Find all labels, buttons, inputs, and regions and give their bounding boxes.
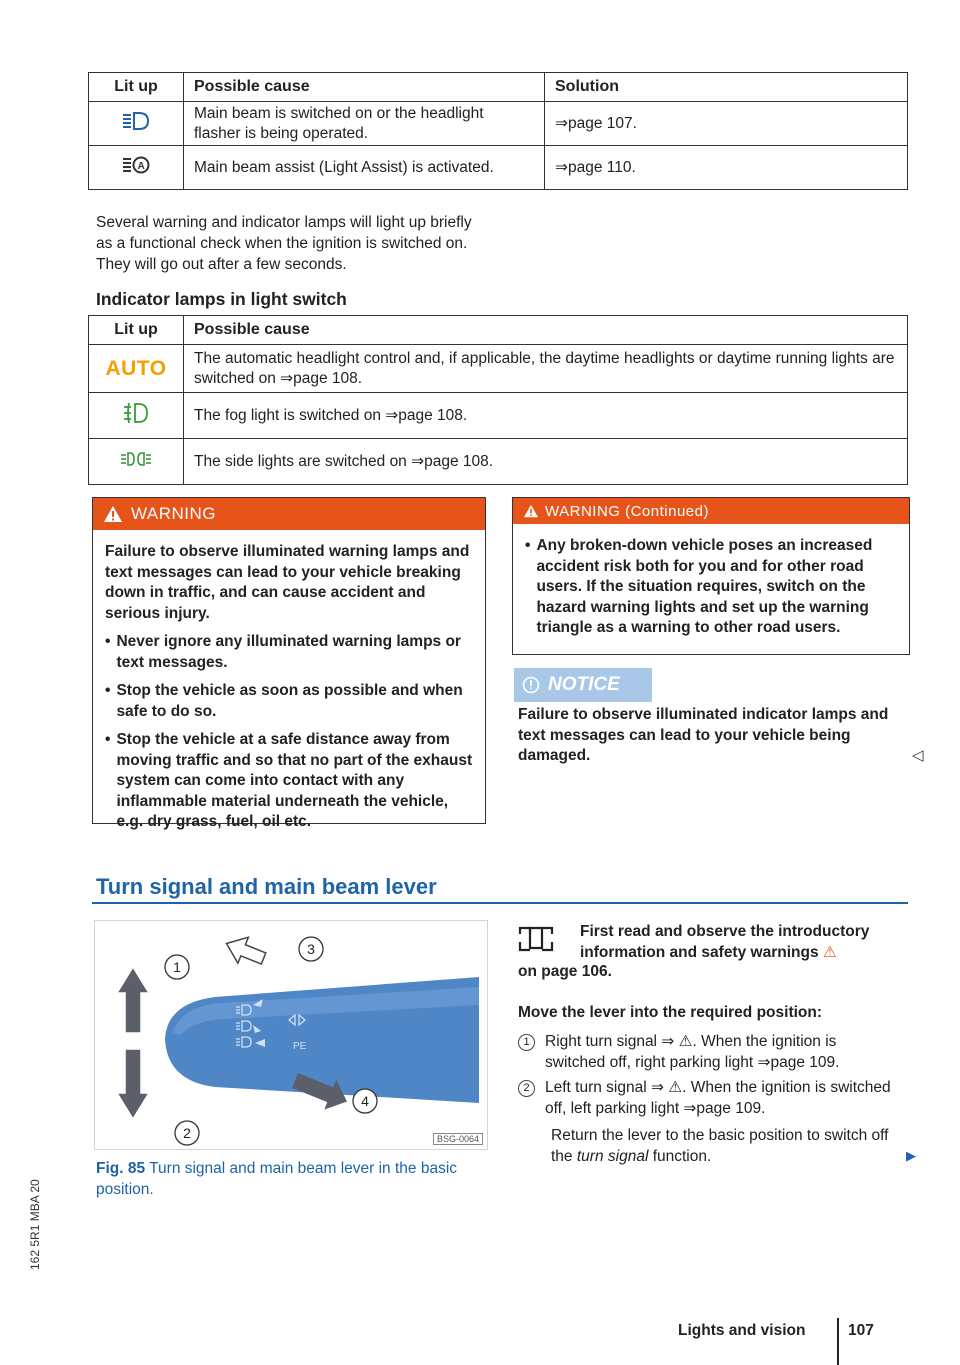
step-number: 1 <box>518 1034 535 1051</box>
warning-triangle-icon <box>523 504 539 518</box>
auto-label: AUTO <box>105 356 167 380</box>
figure-caption <box>96 1158 476 1200</box>
end-of-section-mark: ◁ <box>912 747 924 764</box>
notice-title: NOTICE <box>548 674 620 695</box>
auto-headlight-icon <box>89 345 184 393</box>
svg-text:4: 4 <box>361 1093 369 1109</box>
warning-intro: Failure to observe illuminated warning lamps and text messages can lead to your vehicle breaking down in traffic, and can cause accident and serious injury. <box>105 543 470 622</box>
arrow-up-icon <box>117 967 149 1033</box>
warning-title: WARNING (Continued) <box>545 502 709 520</box>
warning-title: WARNING <box>131 504 217 523</box>
return-lever-text: Return the lever to the basic position to switch off the turn signal function. <box>551 1127 889 1165</box>
lever-illustration <box>95 921 487 1149</box>
svg-text:1: 1 <box>173 959 181 975</box>
section-title: Turn signal and main beam lever <box>96 874 437 899</box>
instructions-heading: Move the lever into the required position: <box>518 1004 823 1021</box>
figure-caption-text: Turn signal and main beam lever in the basic position. <box>96 1160 458 1198</box>
footer-section: Lights and vision <box>678 1322 806 1339</box>
table-row <box>89 439 908 485</box>
lever-marking: PE <box>293 1041 307 1052</box>
light-assist-icon <box>89 146 184 190</box>
footer-page-number: 107 <box>848 1322 874 1339</box>
step-text: Right turn signal ⇒ ⚠. When the ignition is switched off, right parking light ⇒page 109. <box>545 1033 840 1071</box>
table-row <box>89 393 908 439</box>
side-lights-icon <box>89 439 184 485</box>
warning-triangle-icon: ⚠ <box>822 944 837 961</box>
warning-continued-box <box>512 497 910 655</box>
indicator-table-main <box>88 72 908 190</box>
warning-bullet: • Stop the vehicle as soon as possible and when safe to do so. <box>105 682 463 720</box>
warning-header <box>93 498 485 530</box>
fog-light-icon <box>89 393 184 439</box>
arrow-down-icon <box>117 1049 149 1119</box>
intro-box-page-ref: on page 106. <box>518 963 612 980</box>
notice-header <box>514 668 652 702</box>
svg-text:3: 3 <box>307 941 315 957</box>
book-icon <box>518 924 554 954</box>
solution-cell[interactable]: ⇒page 110. <box>545 146 908 190</box>
figure-label: Fig. 85 <box>96 1160 146 1177</box>
col-header-possible-cause: Possible cause <box>184 316 908 345</box>
warning-triangle-icon <box>103 505 123 523</box>
step-text: Left turn signal ⇒ ⚠. When the ignition is switched off, left parking light ⇒page 109. <box>545 1079 891 1117</box>
intro-box-text: First read and observe the introductory information and safety warnings ⚠ <box>580 923 870 961</box>
warning-header <box>513 498 909 524</box>
main-beam-icon <box>89 102 184 146</box>
light-switch-heading: Indicator lamps in light switch <box>96 289 347 309</box>
col-header-possible-cause: Possible cause <box>184 73 545 102</box>
cause-cell: The automatic headlight control and, if applicable, the daytime headlights or daytime running lights are switched on ⇒page 108. <box>184 345 908 393</box>
info-icon <box>522 676 540 694</box>
step-number: 2 <box>518 1080 535 1097</box>
indicator-table-light-switch <box>88 315 908 485</box>
warning-bullet: • Any broken-down vehicle poses an increased accident risk both for you and for other road users. If the situation requires, switch on the hazard warning lights and set up the warning triangle as a warning to other road users. <box>525 537 873 636</box>
svg-text:2: 2 <box>183 1125 191 1141</box>
figure-turn-signal-lever <box>94 920 488 1150</box>
footer-divider <box>837 1318 839 1365</box>
cause-cell: Main beam assist (Light Assist) is activated. <box>184 146 545 190</box>
table-row <box>89 102 908 146</box>
solution-cell[interactable]: ⇒page 107. <box>545 102 908 146</box>
col-header-lit-up: Lit up <box>89 316 184 345</box>
instruction-step-2 <box>518 1078 898 1119</box>
callout-4 <box>353 1089 377 1113</box>
svg-text:A: A <box>137 161 145 172</box>
document-code: 162 5R1 MBA 20 <box>28 1179 42 1270</box>
warning-box <box>92 497 486 830</box>
callout-3 <box>299 937 323 961</box>
table-row <box>89 146 908 190</box>
arrow-pull-icon <box>221 931 269 972</box>
continue-arrow-icon: ▶ <box>906 1148 916 1163</box>
cause-cell: The fog light is switched on ⇒page 108. <box>184 393 908 439</box>
notice-text: Failure to observe illuminated indicator lamps and text messages can lead to your vehicle being damaged. <box>518 706 889 764</box>
cause-cell: Main beam is switched on or the headlight flasher is being operated. <box>184 102 545 146</box>
section-divider <box>92 902 908 904</box>
col-header-lit-up: Lit up <box>89 73 184 102</box>
table-row <box>89 345 908 393</box>
callout-1 <box>165 955 189 979</box>
col-header-solution: Solution <box>545 73 908 102</box>
figure-code: BSG-0064 <box>433 1133 483 1145</box>
intro-paragraph: Several warning and indicator lamps will light up briefly as a functional check when the ignition is switched on. They will go out after a few seconds. <box>96 214 472 273</box>
callout-2 <box>175 1121 199 1145</box>
instruction-step-1 <box>518 1032 898 1073</box>
cause-cell: The side lights are switched on ⇒page 108. <box>184 439 908 485</box>
warning-bullet: • Never ignore any illuminated warning lamps or text messages. <box>105 633 461 671</box>
warning-bullet: • Stop the vehicle at a safe distance away from moving traffic and so that no part of the exhaust system can come into contact with any inflammable material underneath the vehicle, e.g. dry grass, fuel, oil etc. <box>105 731 473 830</box>
